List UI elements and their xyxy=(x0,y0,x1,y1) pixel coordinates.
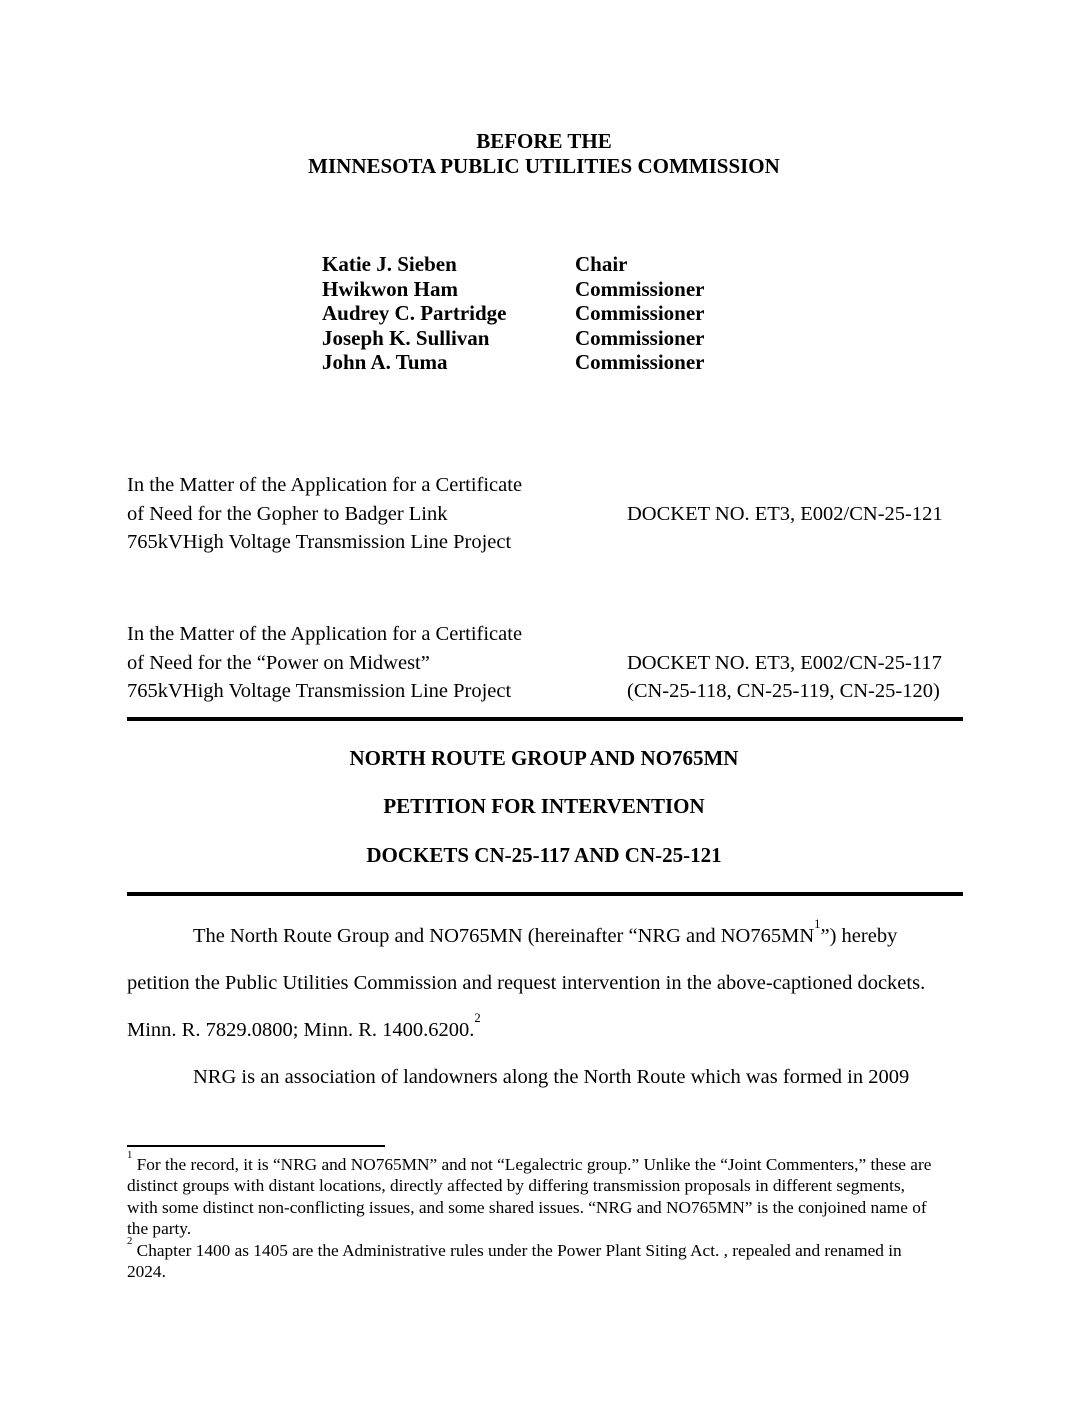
commissioner-row xyxy=(322,326,705,351)
paragraph-1-line-3 xyxy=(127,1007,963,1054)
footnote-number-1: 1 xyxy=(127,1149,133,1162)
caption-docket-1 xyxy=(627,471,943,557)
case-caption-2 xyxy=(127,620,963,706)
footnote-text: Chapter 1400 as 1405 are the Administrative rules under the Power Plant Siting Act. , repealed and renamed in xyxy=(132,1240,902,1260)
commissioner-name: Hwikwon Ham xyxy=(322,276,458,301)
court-header-line2: MINNESOTA PUBLIC UTILITIES COMMISSION xyxy=(308,153,780,178)
caption-matter-2 xyxy=(127,620,627,706)
commissioners-list xyxy=(322,252,705,375)
court-header xyxy=(0,129,1088,178)
footnote-separator xyxy=(127,1145,385,1147)
docket-number-related: (CN-25-118, CN-25-119, CN-25-120) xyxy=(627,680,940,702)
footnote-text: For the record, it is “NRG and NO765MN” and not “Legalectric group.” Unlike the “Joint Commenters,” these are xyxy=(132,1155,932,1174)
footnotes-section xyxy=(127,1149,969,1282)
paragraph-text: ”) hereby xyxy=(820,925,898,947)
petition-title: PETITION FOR INTERVENTION xyxy=(383,794,705,819)
commissioner-title: Commissioner xyxy=(575,301,705,326)
commissioner-name: Audrey C. Partridge xyxy=(322,301,507,326)
footnote-line xyxy=(127,1149,969,1175)
docket-number: DOCKET NO. ET3, E002/CN-25-121 xyxy=(627,502,943,525)
commissioner-row xyxy=(322,301,705,326)
footnote-ref-2: 2 xyxy=(474,1011,481,1026)
document-body xyxy=(127,913,963,1101)
commissioner-row xyxy=(322,350,705,375)
commissioner-name: John A. Tuma xyxy=(322,350,448,375)
footnote-number-2: 2 xyxy=(127,1235,133,1248)
horizontal-rule-top xyxy=(127,717,963,721)
footnote-line: distinct groups with distant locations, directly affected by differing transmission proposals in different segments, xyxy=(127,1176,905,1196)
docket-number: DOCKET NO. ET3, E002/CN-25-117 xyxy=(627,651,942,674)
footnote-line: 2024. xyxy=(127,1262,166,1282)
dockets-title: DOCKETS CN-25-117 AND CN-25-121 xyxy=(366,842,722,867)
footnote-line xyxy=(127,1235,969,1261)
caption-matter-line: of Need for the Gopher to Badger Link xyxy=(127,502,448,525)
caption-matter-line: of Need for the “Power on Midwest” xyxy=(127,651,430,674)
paragraph-text: Minn. R. 7829.0800; Minn. R. 1400.6200. xyxy=(127,1019,475,1041)
case-caption-1 xyxy=(127,471,963,557)
paragraph-text: NRG is an association of landowners along the North Route which was formed in 2009 xyxy=(193,1066,910,1088)
caption-matter-line: 765kVHigh Voltage Transmission Line Project xyxy=(127,531,512,553)
footnote-line: with some distinct non-conflicting issues, and some shared issues. “NRG and NO765MN” is the conjoined name of xyxy=(127,1197,927,1217)
caption-docket-2 xyxy=(627,620,942,706)
caption-matter-line: 765kVHigh Voltage Transmission Line Project xyxy=(127,680,512,702)
document-title-block xyxy=(0,746,1088,867)
paragraph-text: The North Route Group and NO765MN (hereinafter “NRG and NO765MN xyxy=(193,925,815,947)
commissioner-name: Katie J. Sieben xyxy=(322,252,457,276)
commissioner-row xyxy=(322,277,705,302)
paragraph-text: petition the Public Utilities Commission and request intervention in the above-captioned dockets. xyxy=(127,972,926,994)
commissioner-title: Chair xyxy=(575,252,628,276)
court-header-line1: BEFORE THE xyxy=(476,129,612,153)
paragraph-1-line-1 xyxy=(127,913,963,960)
footnote-line: the party. xyxy=(127,1219,192,1239)
horizontal-rule-bottom xyxy=(127,892,963,896)
caption-matter-1 xyxy=(127,471,627,557)
caption-matter-line: In the Matter of the Application for a Certificate xyxy=(127,474,523,496)
footnote-ref-1: 1 xyxy=(814,917,821,932)
commissioner-row xyxy=(322,252,705,277)
commissioner-title: Commissioner xyxy=(575,350,705,375)
paragraph-2-line-1 xyxy=(127,1054,963,1101)
paragraph-1-line-2 xyxy=(127,960,963,1007)
commissioner-title: Commissioner xyxy=(575,276,705,301)
commissioner-name: Joseph K. Sullivan xyxy=(322,325,490,350)
footnote-2 xyxy=(127,1235,969,1283)
footnote-1 xyxy=(127,1149,969,1240)
commissioner-title: Commissioner xyxy=(575,325,705,350)
party-names-title: NORTH ROUTE GROUP AND NO765MN xyxy=(349,746,739,770)
caption-matter-line: In the Matter of the Application for a Certificate xyxy=(127,623,523,645)
